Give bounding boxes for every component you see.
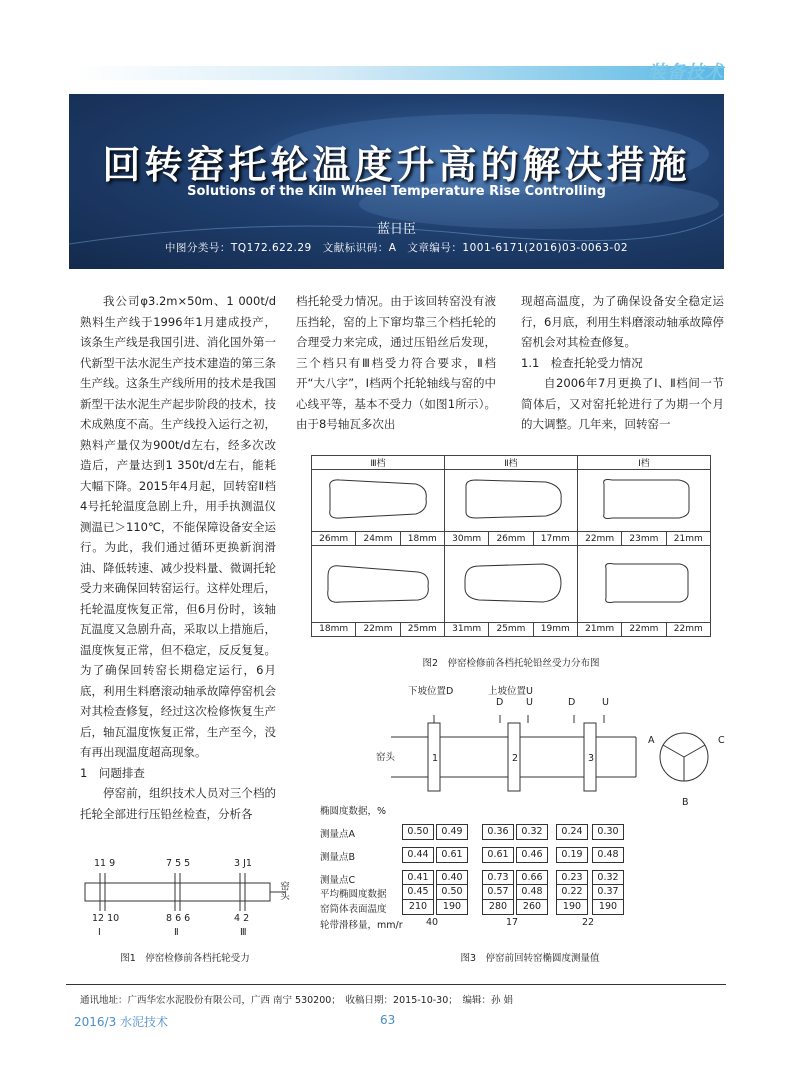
section-heading: 1.1 检查托轮受力情况 bbox=[521, 355, 643, 370]
paragraph: 档托轮受力情况。由于该回转窑没有液压挡轮，窑的上下窜均靠三个档托轮的合理受力来完成，通过压铅丝后发现，三个档只有Ⅲ档受力符合要求，Ⅱ档开“大八字”，Ⅰ档两个托轮轴线与窑的中心线平等，基本不受力（如图1所示）。由于8号轴瓦多次出 bbox=[296, 294, 496, 431]
row-label: 轮带滑移量，mm/r bbox=[320, 920, 403, 931]
value-cell: 0.24 bbox=[556, 824, 588, 840]
du-label: U bbox=[526, 697, 533, 708]
roller-label-top: 7 5 5 bbox=[166, 858, 191, 869]
measurement: 21mm bbox=[577, 622, 621, 636]
classification-line: 中图分类号：TQ172.622.29 文献标识码：A 文章编号：1001-6171(2016)03-0063-02 bbox=[164, 242, 629, 254]
value-cell: 0.22 bbox=[556, 884, 588, 900]
wire-shape-cell bbox=[444, 546, 577, 622]
article-title: 回转窑托轮温度升高的解决措施 bbox=[102, 143, 691, 187]
journal-name: 2016/3 水泥技术 bbox=[74, 1015, 169, 1029]
wire-shape bbox=[451, 474, 571, 524]
paragraph: 停窑前，组织技术人员对三个档的托轮全部进行压铅丝检查，分析各 bbox=[80, 786, 276, 821]
figure-3 bbox=[316, 683, 726, 933]
slip-value: 17 bbox=[506, 917, 519, 928]
page-number: 63 bbox=[380, 1013, 396, 1027]
wire-shape-cell bbox=[312, 470, 445, 532]
roller-label-bottom: 8 6 6 bbox=[166, 913, 191, 924]
section-heading: 1 问题排查 bbox=[80, 765, 145, 780]
figure-1-caption: 图1 停窑检修前各档托轮受力 bbox=[120, 953, 250, 964]
figure-1 bbox=[80, 855, 290, 955]
row-label: 测量点B bbox=[320, 852, 356, 863]
article-subtitle: Solutions of the Kiln Wheel Temperature Rise Controlling bbox=[187, 184, 606, 199]
column-2 bbox=[296, 291, 496, 435]
value-cell: 0.19 bbox=[556, 847, 588, 863]
paragraph: 现超高温度，为了确保设备安全稳定运行，6月底，利用生料磨滚动轴承故障停窑机会对其检查修复。 bbox=[521, 294, 724, 349]
roller-label-top: 3 J1 bbox=[234, 858, 252, 869]
du-label: U bbox=[602, 697, 609, 708]
column-1 bbox=[80, 291, 276, 824]
pos-down-label: 下坡位置D bbox=[408, 686, 454, 697]
du-label: D bbox=[496, 697, 504, 708]
measurement: 18mm bbox=[312, 622, 356, 636]
measurement: 22mm bbox=[356, 622, 400, 636]
wire-shape bbox=[318, 558, 438, 608]
figure-3-caption: 图3 停窑前回转窑椭圆度测量值 bbox=[460, 953, 600, 964]
measurement: 22mm bbox=[577, 532, 621, 546]
measurement: 30mm bbox=[444, 532, 488, 546]
value-cell: 0.44 bbox=[402, 847, 434, 863]
value-cell: 0.45 bbox=[402, 884, 434, 900]
group-label: Ⅱ档 bbox=[444, 456, 577, 470]
point-c-label: C bbox=[718, 735, 725, 746]
measurement: 25mm bbox=[400, 622, 444, 636]
measurement: 21mm bbox=[666, 532, 710, 546]
section-tag: 装备技术 bbox=[648, 62, 724, 83]
kiln-head-label: 窑头 bbox=[278, 881, 289, 900]
row-label: 平均椭圆度数据 bbox=[320, 889, 387, 900]
figure-2 bbox=[311, 455, 711, 637]
roller-label-top: 11 9 bbox=[94, 858, 116, 869]
title-banner bbox=[69, 94, 724, 269]
station-numeral: Ⅲ bbox=[240, 927, 247, 938]
measurement: 25mm bbox=[489, 622, 533, 636]
point-b-label: B bbox=[682, 797, 689, 808]
measurement: 17mm bbox=[533, 532, 577, 546]
wire-shape-cell bbox=[577, 470, 710, 532]
wire-shape-cell bbox=[444, 470, 577, 532]
measurement: 24mm bbox=[356, 532, 400, 546]
value-cell: 0.37 bbox=[592, 884, 624, 900]
tire-number: 3 bbox=[588, 753, 595, 764]
value-cell: 0.50 bbox=[436, 884, 468, 900]
value-cell: 210 bbox=[402, 899, 434, 915]
author: 蓝日臣 bbox=[376, 222, 416, 237]
tire-number: 2 bbox=[512, 753, 519, 764]
measurement: 19mm bbox=[533, 622, 577, 636]
value-cell: 0.61 bbox=[482, 847, 514, 863]
value-cell: 190 bbox=[436, 899, 468, 915]
value-cell: 0.40 bbox=[436, 870, 468, 886]
value-cell: 0.66 bbox=[516, 870, 548, 886]
measurement: 22mm bbox=[622, 622, 666, 636]
kiln-head-label: 窑头 bbox=[376, 752, 396, 763]
value-cell: 0.23 bbox=[556, 870, 588, 886]
row-label: 测量点A bbox=[320, 829, 355, 840]
wire-shape bbox=[318, 474, 438, 524]
table-header-label: 椭圆度数据，% bbox=[320, 806, 387, 817]
value-cell: 190 bbox=[592, 899, 624, 915]
measurement: 18mm bbox=[400, 532, 444, 546]
roller-label-bottom: 12 10 bbox=[92, 913, 120, 924]
footer-address: 通讯地址：广西华宏水泥股份有限公司，广西 南宁 530200； 收稿日期：2015-10-30； 编辑：孙 娟 bbox=[80, 995, 514, 1006]
value-cell: 0.41 bbox=[402, 870, 434, 886]
value-cell: 0.46 bbox=[516, 847, 548, 863]
pos-up-label: 上坡位置U bbox=[488, 686, 533, 697]
figure-2-caption: 图2 停窑检修前各档托轮铅丝受力分布图 bbox=[422, 658, 600, 669]
slip-value: 22 bbox=[582, 917, 595, 928]
roller-label-bottom: 4 2 bbox=[234, 913, 250, 924]
slip-value: 40 bbox=[426, 917, 439, 928]
measurement: 31mm bbox=[444, 622, 488, 636]
paragraph: 自2006年7月更换了Ⅰ、Ⅱ档间一节简体后，又对窑托轮进行了为期一个月的大调整。几年来，回转窑一 bbox=[521, 376, 724, 431]
station-numeral: Ⅱ bbox=[174, 927, 179, 938]
row-label: 测量点C bbox=[320, 875, 356, 886]
value-cell: 0.73 bbox=[482, 870, 514, 886]
group-label: Ⅰ档 bbox=[577, 456, 710, 470]
tire-number: 1 bbox=[432, 753, 439, 764]
value-cell: 0.30 bbox=[592, 824, 624, 840]
value-cell: 0.57 bbox=[482, 884, 514, 900]
du-label: D bbox=[568, 697, 576, 708]
value-cell: 280 bbox=[482, 899, 514, 915]
row-label: 窑筒体表面温度 bbox=[320, 904, 387, 915]
wire-shape bbox=[584, 474, 704, 524]
point-a-label: A bbox=[648, 735, 655, 746]
value-cell: 0.48 bbox=[592, 847, 624, 863]
wire-shape-cell bbox=[577, 546, 710, 622]
wire-shape-cell bbox=[312, 546, 445, 622]
footer-rule bbox=[66, 984, 726, 985]
value-cell: 0.32 bbox=[592, 870, 624, 886]
value-cell: 0.49 bbox=[436, 824, 468, 840]
group-label: Ⅲ档 bbox=[312, 456, 445, 470]
value-cell: 0.50 bbox=[402, 824, 434, 840]
measurement: 26mm bbox=[312, 532, 356, 546]
wire-shape bbox=[584, 558, 704, 608]
value-cell: 0.36 bbox=[482, 824, 514, 840]
measurement: 26mm bbox=[489, 532, 533, 546]
value-cell: 260 bbox=[516, 899, 548, 915]
value-cell: 0.48 bbox=[516, 884, 548, 900]
value-cell: 0.61 bbox=[436, 847, 468, 863]
figure-2-table bbox=[311, 455, 711, 637]
column-3 bbox=[521, 291, 724, 435]
measurement: 23mm bbox=[622, 532, 666, 546]
measurement: 22mm bbox=[666, 622, 710, 636]
wire-shape bbox=[451, 558, 571, 608]
value-cell: 0.32 bbox=[516, 824, 548, 840]
value-cell: 190 bbox=[556, 899, 588, 915]
station-numeral: Ⅰ bbox=[98, 927, 101, 938]
paragraph: 我公司φ3.2m×50m、1 000t/d熟料生产线于1996年1月建成投产，该条生产线是我国引进、消化国外第一代新型干法水泥生产技术建造的第三条生产线。这条生产线所用的技术是我国新型干法水泥生产起步阶段的技术，技术成熟度不高。生产线投入运行之初，熟料产量仅为900t/d左右，经多次改造后，产量达到1 350t/d左右，能耗大幅下降。2015年4月起，回转窑Ⅱ档4号托轮温度急剧上升，用手执测温仪测温已＞110℃，不能保障设备安全运行。为此，我们通过循环更换新润滑油、降低转速、减少投料量、微调托轮受力来确保回转窑运行。这样处理后，托轮温度恢复正常，但6月份时，该轴瓦温度又急剧升高，采取以上措施后，温度恢复正常，但不稳定，反反复复。为了确保回转窑长期稳定运行，6月底，利用生料磨滚动轴承故障停窑机会对其检查修复，经过这次检修恢复生产后，轴瓦温度恢复正常，生产至今，没有再出现温度超高现象。 bbox=[80, 294, 276, 759]
